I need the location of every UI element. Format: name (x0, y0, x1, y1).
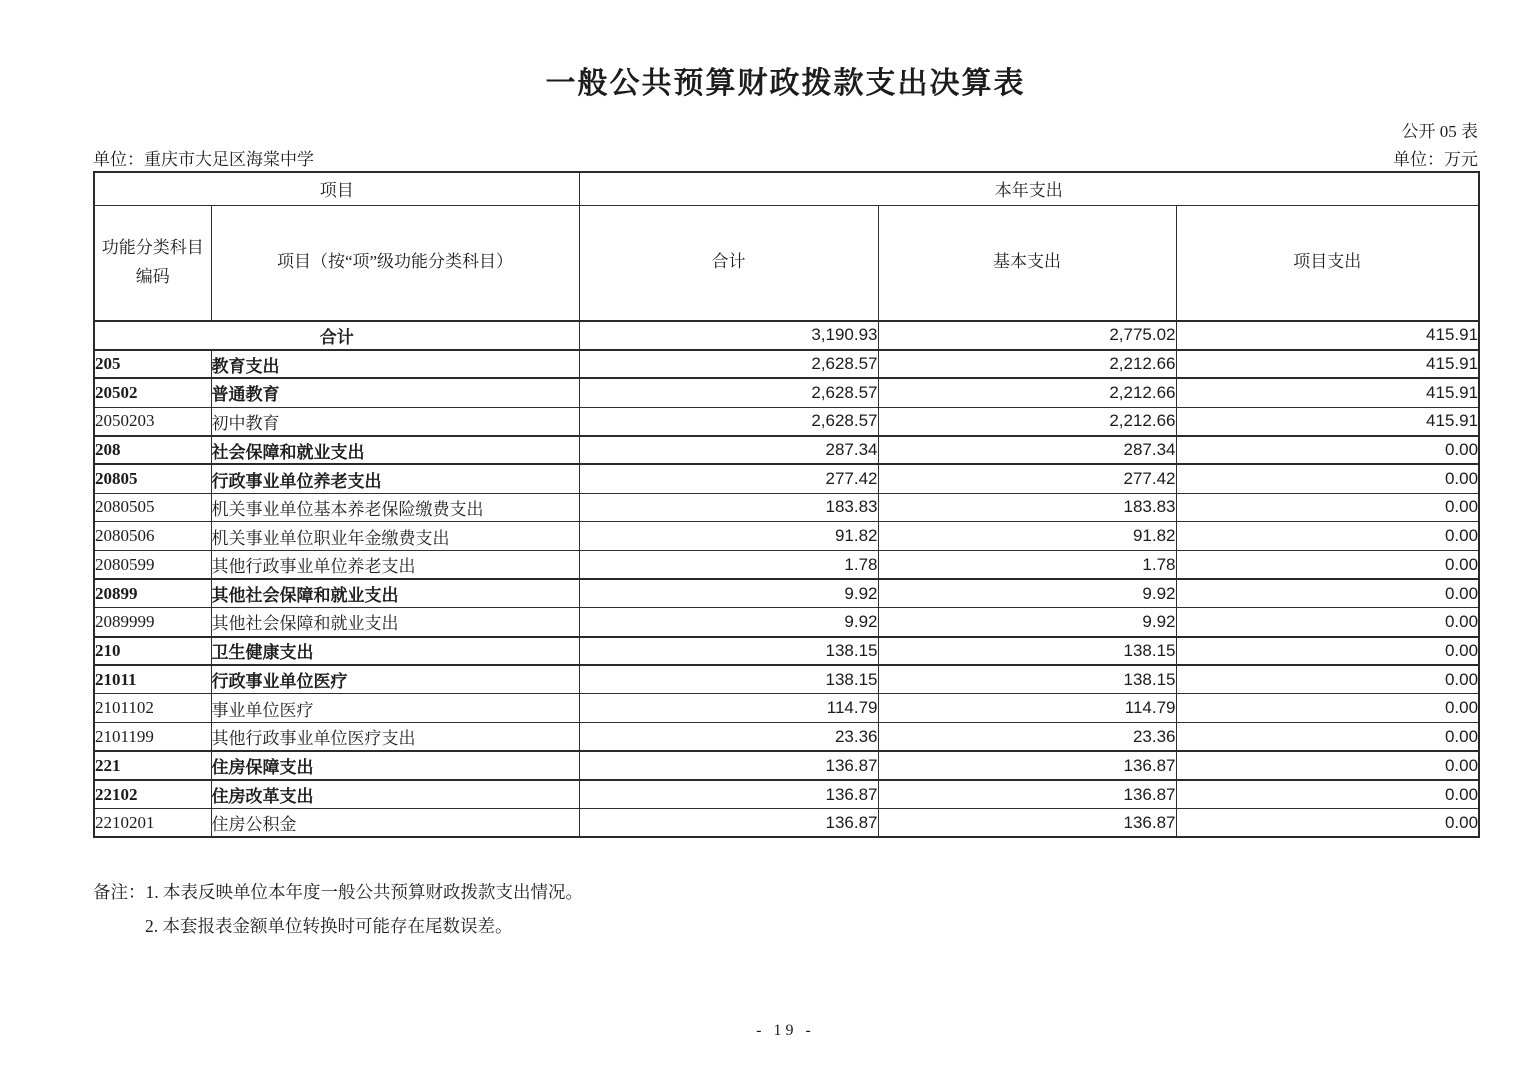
row-total-cell: 277.42 (579, 464, 878, 493)
row-name-cell: 合计 (94, 321, 579, 350)
header-col-name: 项目（按“项”级功能分类科目） (211, 205, 579, 321)
table-row (94, 637, 1479, 666)
row-name-cell: 卫生健康支出 (211, 637, 579, 666)
table-row (94, 780, 1479, 809)
table-row (94, 809, 1479, 838)
row-name-cell: 行政事业单位养老支出 (211, 464, 579, 493)
header-col-project: 项目支出 (1176, 205, 1479, 321)
row-total-cell: 1.78 (579, 551, 878, 580)
row-code-cell: 210 (94, 637, 211, 666)
row-project-cell: 415.91 (1176, 321, 1479, 350)
row-code-cell: 20805 (94, 464, 211, 493)
note-line-2: 2. 本套报表金额单位转换时可能存在尾数误差。 (145, 915, 513, 936)
table-row (94, 608, 1479, 637)
row-total-cell: 9.92 (579, 608, 878, 637)
row-basic-cell: 9.92 (878, 579, 1176, 608)
row-total-cell: 114.79 (579, 694, 878, 723)
row-name-cell: 教育支出 (211, 350, 579, 379)
row-total-cell: 136.87 (579, 809, 878, 838)
table-row (94, 350, 1479, 379)
header-col-code (94, 205, 211, 321)
header-col-basic: 基本支出 (878, 205, 1176, 321)
row-basic-cell: 183.83 (878, 493, 1176, 522)
table-header-groups (94, 172, 1479, 205)
header-group-item: 项目 (94, 172, 579, 205)
row-project-cell: 0.00 (1176, 464, 1479, 493)
row-basic-cell: 138.15 (878, 637, 1176, 666)
table-row (94, 751, 1479, 780)
row-basic-cell: 2,212.66 (878, 350, 1176, 379)
note-line-1: 备注：1. 本表反映单位本年度一般公共预算财政拨款支出情况。 (93, 882, 583, 902)
header-col-code-line1: 功能分类科目 (101, 237, 204, 257)
row-code-cell: 2210201 (94, 809, 211, 838)
row-basic-cell: 23.36 (878, 723, 1176, 752)
row-name-cell: 其他社会保障和就业支出 (211, 579, 579, 608)
row-code-cell: 20502 (94, 378, 211, 407)
row-project-cell: 0.00 (1176, 723, 1479, 752)
row-code-cell: 2101199 (94, 723, 211, 752)
row-name-cell: 机关事业单位基本养老保险缴费支出 (211, 493, 579, 522)
row-basic-cell: 136.87 (878, 780, 1176, 809)
table-code-label: 公开 05 表 (1401, 122, 1478, 141)
row-total-cell: 91.82 (579, 522, 878, 551)
row-code-cell: 21011 (94, 665, 211, 694)
row-project-cell: 0.00 (1176, 579, 1479, 608)
table-body (94, 321, 1479, 837)
row-basic-cell: 9.92 (878, 608, 1176, 637)
table-row (94, 321, 1479, 350)
table-row (94, 522, 1479, 551)
row-project-cell: 0.00 (1176, 751, 1479, 780)
row-total-cell: 23.36 (579, 723, 878, 752)
table-row (94, 407, 1479, 436)
row-name-cell: 社会保障和就业支出 (211, 436, 579, 465)
header-group-current-year: 本年支出 (579, 172, 1479, 205)
page-title: 一般公共预算财政拨款支出决算表 (545, 67, 1026, 100)
row-project-cell: 0.00 (1176, 522, 1479, 551)
row-basic-cell: 91.82 (878, 522, 1176, 551)
row-project-cell: 0.00 (1176, 637, 1479, 666)
row-name-cell: 普通教育 (211, 378, 579, 407)
header-col-code-line2: 编码 (135, 266, 170, 286)
row-project-cell: 415.91 (1176, 378, 1479, 407)
currency-unit-label: 单位：万元 (1393, 150, 1478, 169)
row-code-cell: 20899 (94, 579, 211, 608)
row-name-cell: 其他行政事业单位医疗支出 (211, 723, 579, 752)
row-project-cell: 415.91 (1176, 407, 1479, 436)
row-name-cell: 住房保障支出 (211, 751, 579, 780)
row-total-cell: 138.15 (579, 637, 878, 666)
table-row (94, 464, 1479, 493)
row-basic-cell: 287.34 (878, 436, 1176, 465)
row-basic-cell: 138.15 (878, 665, 1176, 694)
row-code-cell: 2080505 (94, 493, 211, 522)
row-project-cell: 0.00 (1176, 694, 1479, 723)
row-code-cell: 2080506 (94, 522, 211, 551)
row-project-cell: 0.00 (1176, 493, 1479, 522)
table-row (94, 694, 1479, 723)
row-project-cell: 0.00 (1176, 608, 1479, 637)
row-code-cell: 205 (94, 350, 211, 379)
notes (93, 882, 1478, 938)
row-total-cell: 2,628.57 (579, 350, 878, 379)
table-row (94, 378, 1479, 407)
row-name-cell: 机关事业单位职业年金缴费支出 (211, 522, 579, 551)
row-project-cell: 0.00 (1176, 436, 1479, 465)
row-basic-cell: 136.87 (878, 809, 1176, 838)
row-basic-cell: 2,212.66 (878, 407, 1176, 436)
row-project-cell: 0.00 (1176, 809, 1479, 838)
header-col-total: 合计 (579, 205, 878, 321)
unit-row (93, 145, 1478, 170)
row-code-cell: 2089999 (94, 608, 211, 637)
row-total-cell: 9.92 (579, 579, 878, 608)
table-row (94, 493, 1479, 522)
row-basic-cell: 136.87 (878, 751, 1176, 780)
row-name-cell: 住房公积金 (211, 809, 579, 838)
row-project-cell: 415.91 (1176, 350, 1479, 379)
row-name-cell: 其他行政事业单位养老支出 (211, 551, 579, 580)
row-code-cell: 208 (94, 436, 211, 465)
row-name-cell: 事业单位医疗 (211, 694, 579, 723)
row-basic-cell: 2,212.66 (878, 378, 1176, 407)
row-basic-cell: 114.79 (878, 694, 1176, 723)
row-code-cell: 2080599 (94, 551, 211, 580)
row-name-cell: 住房改革支出 (211, 780, 579, 809)
row-total-cell: 2,628.57 (579, 378, 878, 407)
table-row (94, 665, 1479, 694)
row-total-cell: 2,628.57 (579, 407, 878, 436)
row-basic-cell: 2,775.02 (878, 321, 1176, 350)
table-row (94, 723, 1479, 752)
row-basic-cell: 277.42 (878, 464, 1176, 493)
row-code-cell: 22102 (94, 780, 211, 809)
table-row (94, 551, 1479, 580)
row-total-cell: 138.15 (579, 665, 878, 694)
row-total-cell: 183.83 (579, 493, 878, 522)
row-total-cell: 136.87 (579, 751, 878, 780)
table-row (94, 436, 1479, 465)
page-number: - 19 - (756, 1022, 815, 1039)
row-total-cell: 3,190.93 (579, 321, 878, 350)
row-basic-cell: 1.78 (878, 551, 1176, 580)
row-code-cell: 2050203 (94, 407, 211, 436)
row-code-cell: 221 (94, 751, 211, 780)
row-name-cell: 其他社会保障和就业支出 (211, 608, 579, 637)
expenditure-table (93, 171, 1480, 838)
row-project-cell: 0.00 (1176, 780, 1479, 809)
row-name-cell: 初中教育 (211, 407, 579, 436)
row-code-cell: 2101102 (94, 694, 211, 723)
table-header-columns (94, 205, 1479, 321)
row-project-cell: 0.00 (1176, 665, 1479, 694)
reporting-unit-label: 单位：重庆市大足区海棠中学 (93, 150, 314, 169)
row-total-cell: 136.87 (579, 780, 878, 809)
row-name-cell: 行政事业单位医疗 (211, 665, 579, 694)
row-total-cell: 287.34 (579, 436, 878, 465)
row-project-cell: 0.00 (1176, 551, 1479, 580)
table-row (94, 579, 1479, 608)
